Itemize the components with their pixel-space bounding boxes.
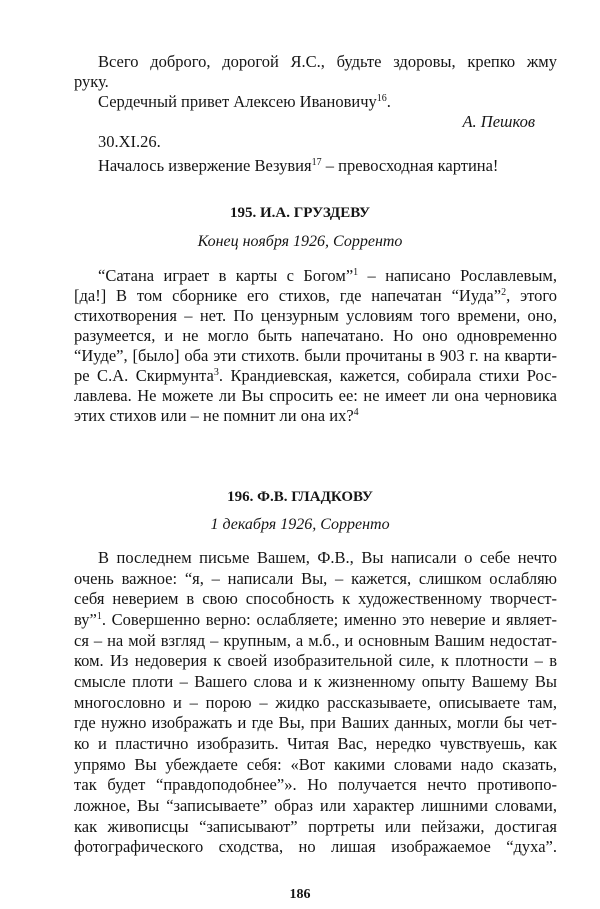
text-run: где нужно изображать и где Вы, при Ваших данных, могли бы чет-	[74, 713, 557, 733]
text-line	[74, 651, 557, 672]
text-line	[74, 631, 557, 652]
footnote-ref: 1	[353, 267, 359, 278]
text-run: Сердечный привет Алексею Ивановичу	[98, 92, 377, 111]
text-line	[74, 775, 557, 796]
text-run: 30.XI.26.	[98, 132, 161, 151]
text-run: ся – на мой взгляд – крупным, а м.б., и основным Вашим недостат-	[74, 630, 557, 650]
page-number: 186	[289, 886, 311, 902]
letter-195-heading: 195. И.А. ГРУЗДЕВУ	[229, 205, 371, 221]
text-line	[74, 548, 557, 569]
footnote-ref: 3	[213, 367, 219, 378]
text-line	[74, 610, 557, 631]
page-content	[0, 52, 600, 905]
text-line	[74, 406, 557, 426]
footnote-ref: 4	[353, 407, 359, 418]
text-run: себя неверием в свою способность к художественному творчест-	[74, 589, 557, 609]
text-line	[74, 713, 557, 734]
text-run: руку.	[74, 72, 109, 91]
text-run: , этого	[506, 286, 558, 305]
text-line	[74, 734, 557, 755]
text-run: В последнем письме Вашем, Ф.В., Вы написали о себе нечто	[98, 548, 557, 567]
text-run: упрямо Вы убеждаете себя: «Вот какими словами надо сказать,	[74, 754, 557, 774]
text-line	[74, 112, 557, 132]
text-line	[74, 796, 557, 817]
text-run: стихотворения – нет. По цензурным условиям того времени, оно,	[74, 306, 557, 325]
text-run: лавлева. Не можете ли Вы спросить ее: не имеет ли она черновика	[74, 386, 557, 405]
text-run: .	[386, 92, 391, 111]
letter-196-body	[74, 548, 557, 858]
text-line	[74, 72, 557, 92]
letter-ending	[74, 52, 557, 176]
letter-196-dateline: 1 декабря 1926, Сорренто	[210, 516, 390, 533]
text-line	[74, 286, 557, 306]
text-line	[74, 92, 557, 112]
text-run: – написано Рославлевым,	[358, 266, 557, 285]
text-line	[74, 366, 557, 386]
footnote-ref: 17	[311, 157, 322, 168]
text-run: ре С.А. Скирмунта	[74, 366, 214, 385]
footnote-ref: 2	[501, 287, 507, 298]
text-line	[74, 817, 557, 838]
text-run: А. Пешков	[462, 112, 535, 131]
letter-195-body	[74, 266, 557, 426]
text-line	[74, 266, 557, 286]
text-run: “Сатана играет в карты с Богом”	[98, 266, 354, 285]
footnote-ref: 1	[96, 610, 102, 622]
text-run: очень важное: “я, – написали Вы, – кажется, слишком ослабляю	[74, 568, 557, 588]
text-run: – превосходная картина!	[321, 156, 499, 175]
text-line	[74, 326, 557, 346]
text-run: ком. Из недоверия к своей изобразительной силе, к плотности – в	[74, 651, 557, 671]
text-line	[74, 386, 557, 406]
text-line	[74, 589, 557, 610]
letter-195-dateline: Конец ноября 1926, Сорренто	[197, 233, 403, 250]
text-run: этих стихов или – не помнит ли она их?	[74, 406, 354, 425]
text-run: Всего доброго, дорогой Я.С., будьте здоровы, крепко жму	[98, 52, 557, 71]
text-line	[74, 346, 557, 366]
text-run: ложное, Вы “записываете” образ или характер лишними словами,	[74, 795, 557, 815]
text-run: ву”	[74, 609, 97, 629]
text-line	[74, 755, 557, 776]
text-line	[74, 672, 557, 693]
text-run: многословно и – порою – жидко рассказываете, описываете там,	[74, 692, 557, 712]
text-run: . Совершенно верно: ослабляете; именно это неверие и являет-	[101, 609, 557, 629]
text-run: ко и пластично изобразить. Читая Вас, нередко чувствуешь, как	[74, 733, 557, 753]
text-run: фотографического сходства, но лишая изображаемое “духа”.	[74, 837, 557, 857]
text-run: [да!] В том сборнике его стихов, где напечатан “Иуда”	[74, 286, 502, 305]
text-line	[74, 156, 557, 176]
text-run: так будет “правдоподобнее”». Но получается нечто противопо-	[74, 775, 557, 795]
letter-196-heading: 196. Ф.В. ГЛАДКОВУ	[227, 489, 373, 505]
text-run: Началось извержение Везувия	[98, 156, 312, 175]
text-run: “Иуде”, [было] оба эти стихотв. были прочитаны в 903 г. на кварти-	[74, 346, 557, 365]
text-line	[74, 693, 557, 714]
text-line	[74, 306, 557, 326]
text-run: смысле плоти – Вашего слова и к жизненному опыту Вашему Вы	[74, 671, 557, 691]
text-line	[74, 837, 557, 858]
text-run: разумеется, и не могло быть напечатано. Но оно одновременно	[74, 326, 557, 345]
text-line	[74, 132, 557, 152]
footnote-ref: 16	[376, 93, 387, 104]
text-line	[74, 569, 557, 590]
text-run: . Крандиевская, кажется, собирала стихи Рос-	[218, 366, 558, 385]
text-line	[74, 52, 557, 72]
text-run: как живописцы “записывают” портреты или пейзажи, достигая	[74, 816, 557, 836]
